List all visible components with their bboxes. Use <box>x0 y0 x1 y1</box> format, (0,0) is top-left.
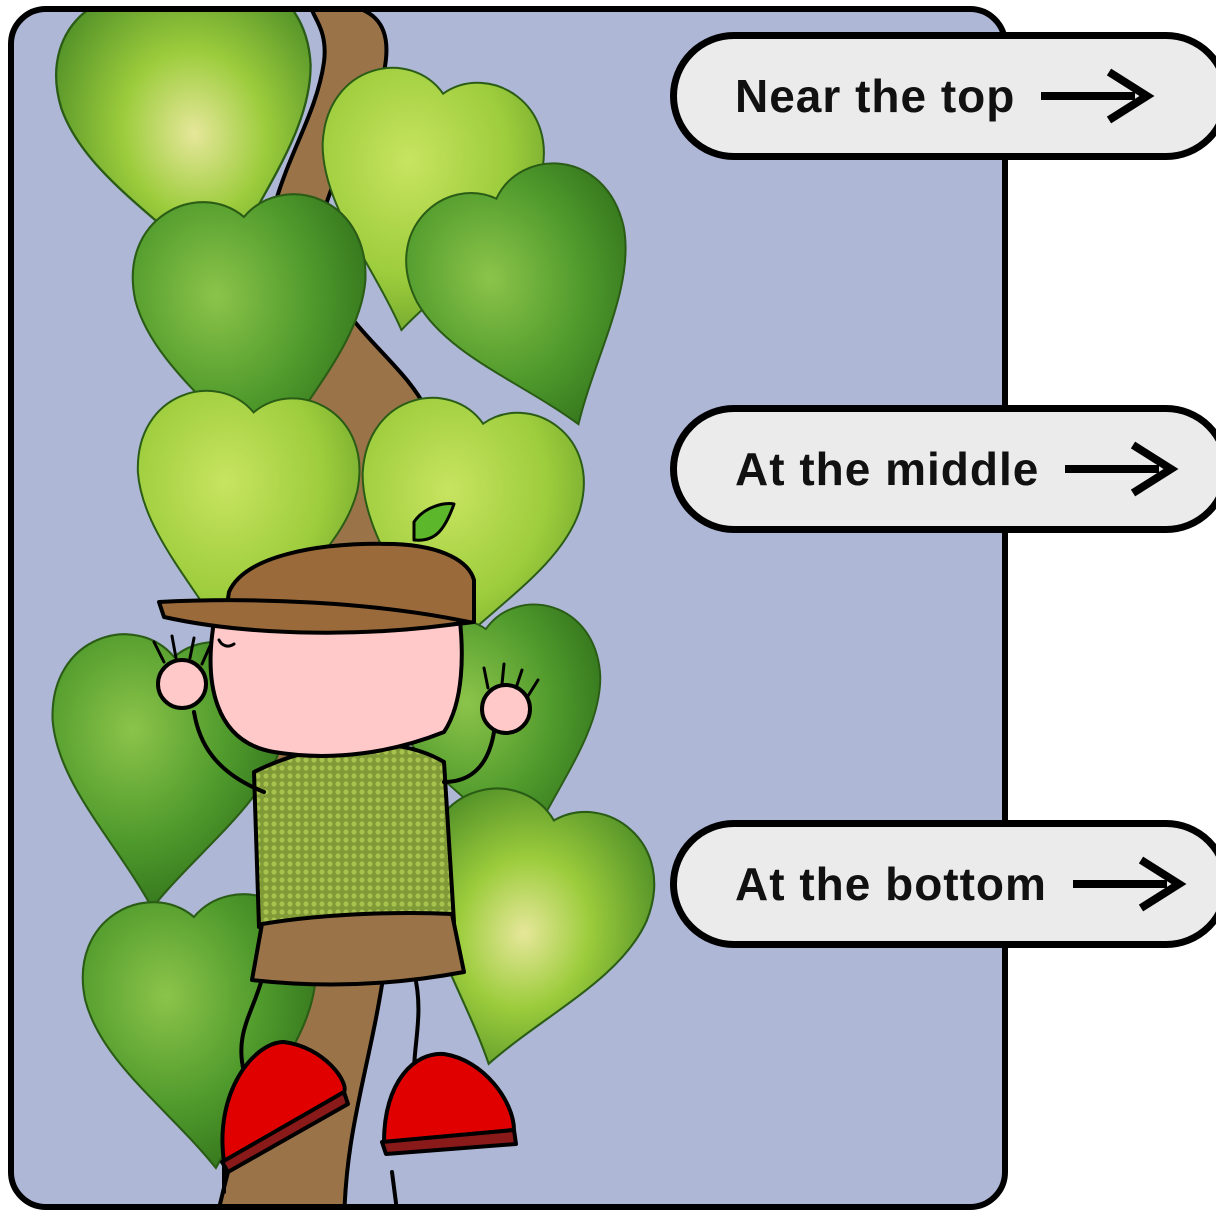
at-the-middle-label: At the middle <box>735 443 1040 495</box>
right-arrow-icon <box>1069 854 1187 914</box>
near-the-top-button[interactable] <box>670 32 1216 160</box>
right-arrow-icon <box>1061 439 1179 499</box>
at-the-bottom-button[interactable] <box>670 820 1216 948</box>
scene-panel <box>8 6 1008 1210</box>
at-the-bottom-label: At the bottom <box>735 858 1047 910</box>
right-arrow-icon <box>1037 66 1155 126</box>
beanstalk-illustration <box>14 12 1008 1210</box>
at-the-middle-button[interactable] <box>670 405 1216 533</box>
near-the-top-label: Near the top <box>735 70 1016 122</box>
